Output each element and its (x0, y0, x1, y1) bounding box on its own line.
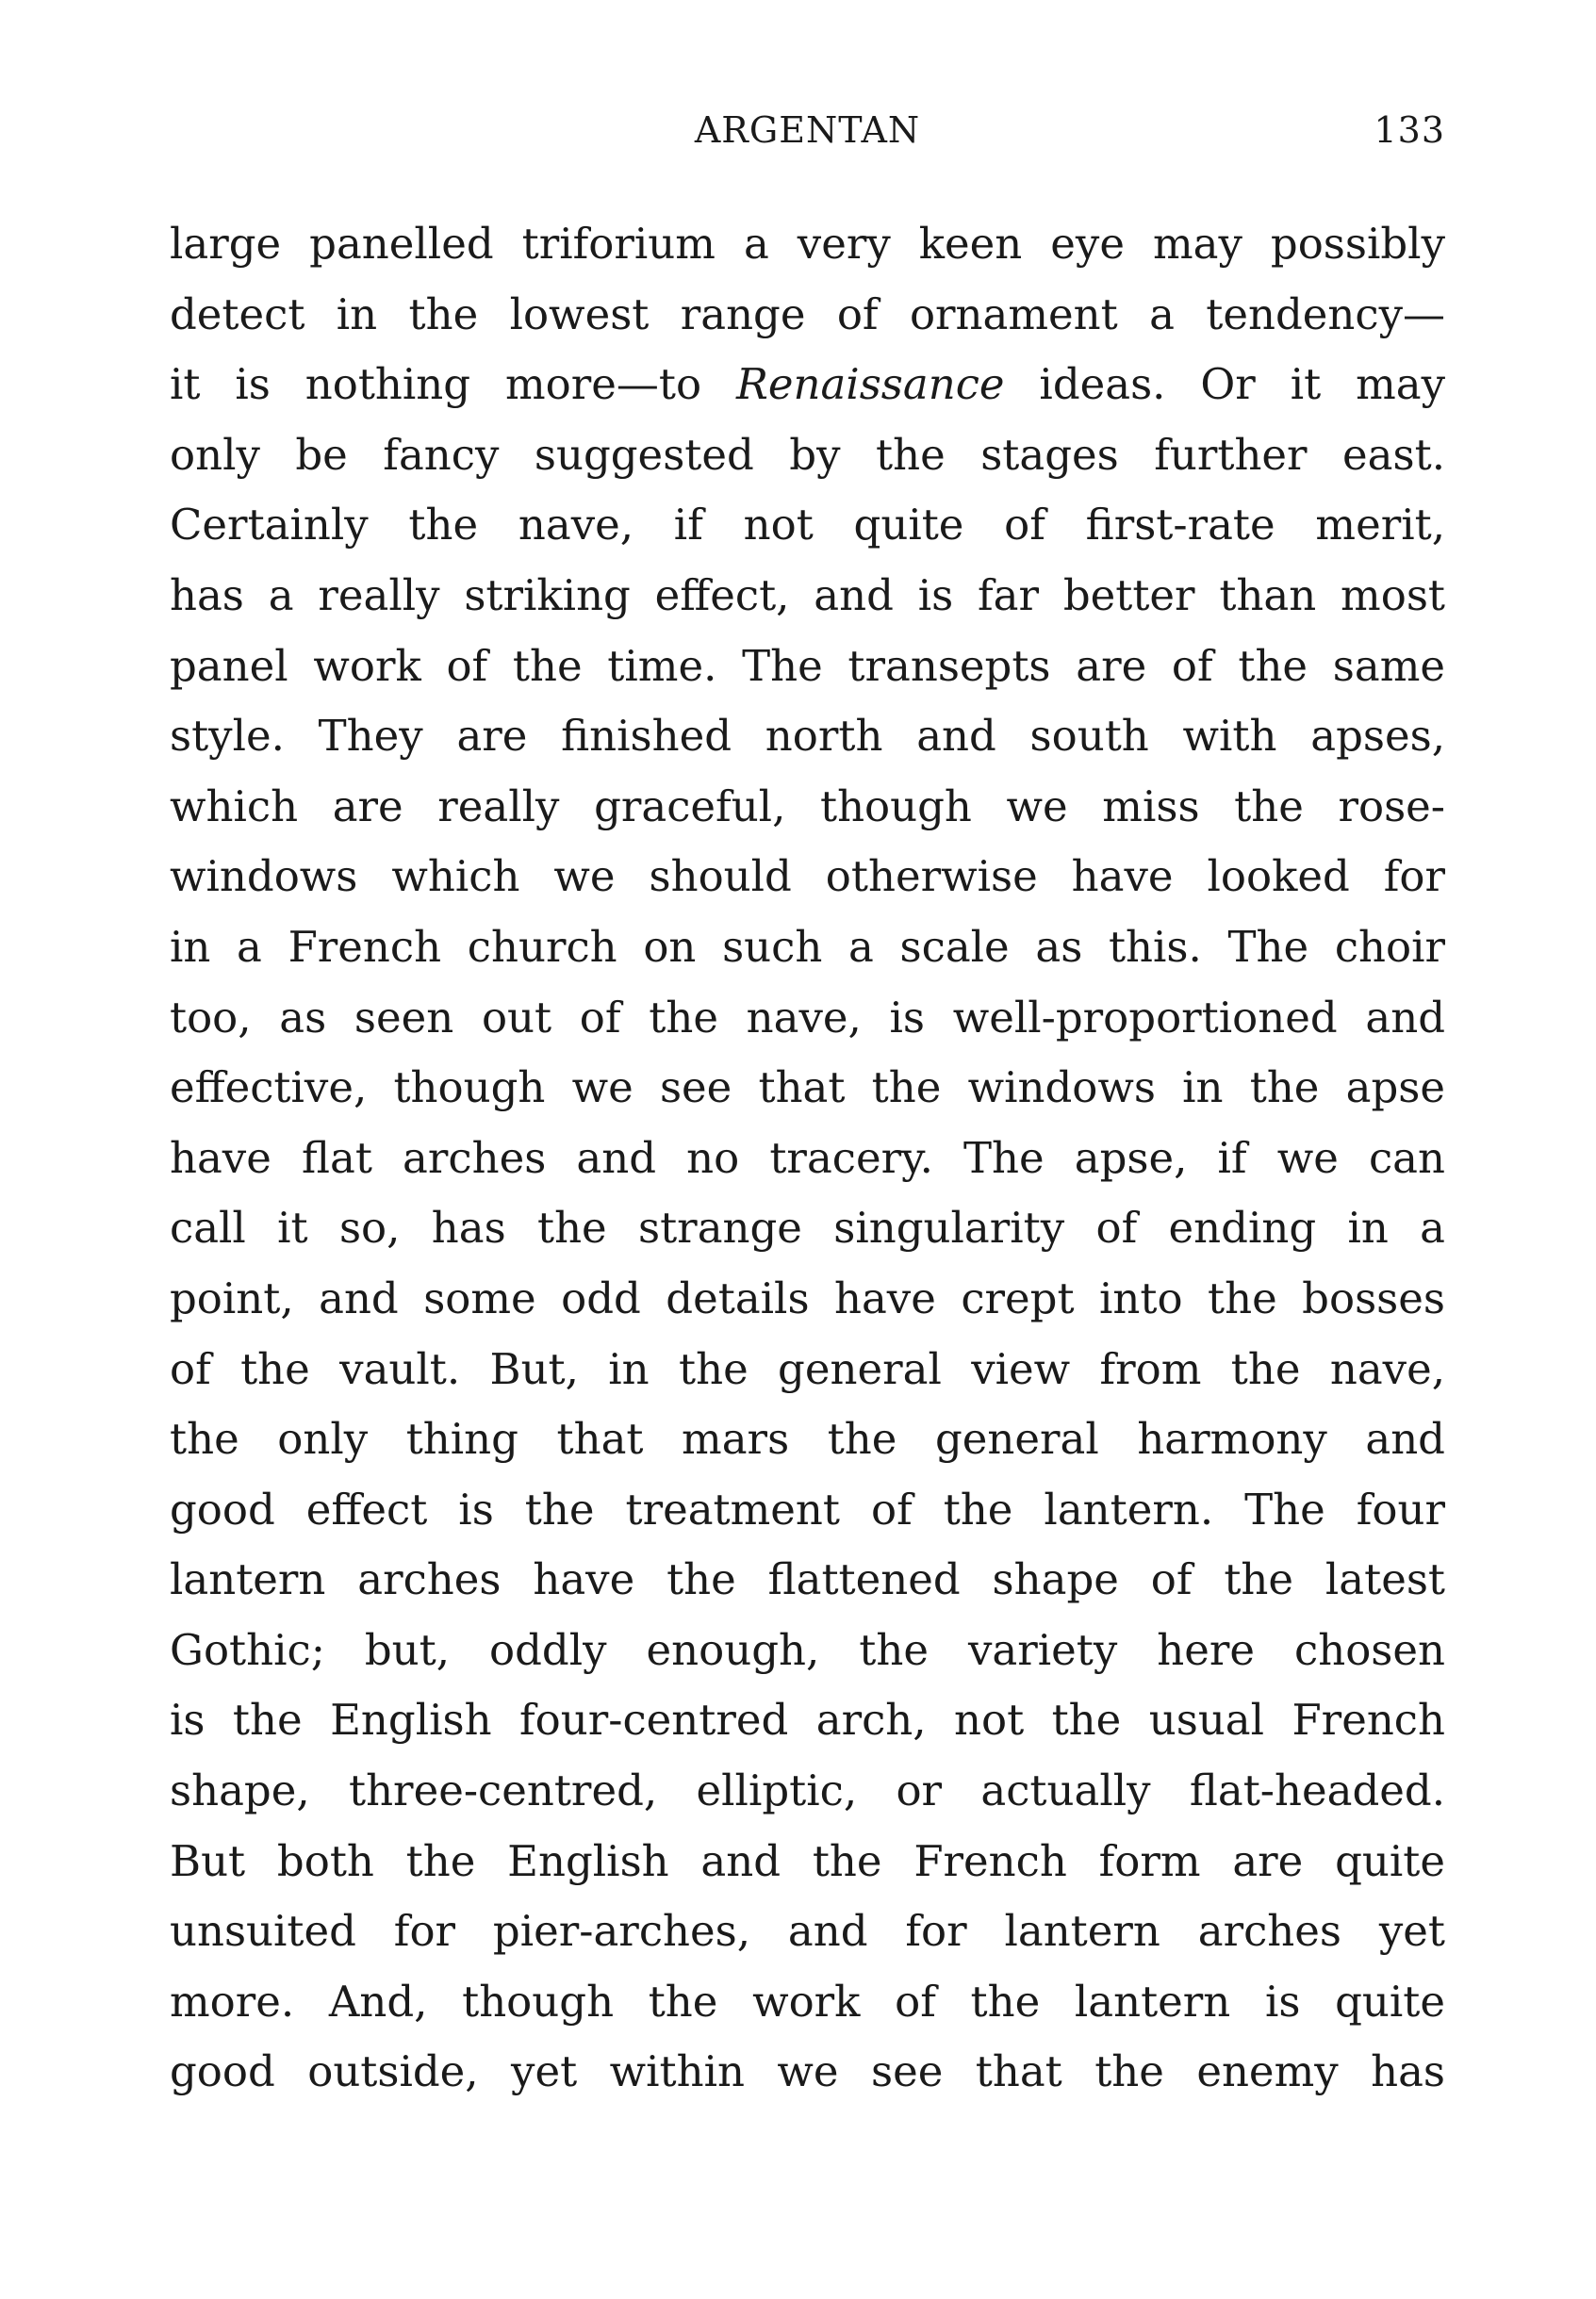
line-text: has a really striking effect, and is far better than most (170, 569, 1445, 620)
line-text: shape, three-centred, elliptic, or actually flat-headed. (170, 1765, 1445, 1816)
text-line (170, 842, 1445, 912)
text-line (170, 1053, 1445, 1124)
text-line (170, 701, 1445, 772)
line-text: point, and some odd details have crept into the bosses (170, 1273, 1445, 1323)
line-text: unsuited for pier-arches, and for lantern arches yet (170, 1906, 1445, 1957)
text-line (170, 490, 1445, 561)
line-text: too, as seen out of the nave, is well-proportioned and (170, 992, 1445, 1043)
text-line (170, 1756, 1445, 1827)
line-text: Gothic; but, oddly enough, the variety here chosen (170, 1624, 1445, 1675)
line-text: in a French church on such a scale as this. The choir (170, 921, 1445, 972)
line-text: good outside, yet within we see that the enemy has (170, 2046, 1445, 2097)
text-line (170, 632, 1445, 702)
text-line (170, 2037, 1445, 2108)
line-text: large panelled triforium a very keen eye may possibly (170, 219, 1445, 269)
line-text: But both the English and the French form are quite (170, 1835, 1445, 1886)
text-line (170, 1264, 1445, 1335)
line-text: panel work of the time. The transepts are of the same (170, 640, 1445, 691)
text-line (170, 1193, 1445, 1264)
running-header (170, 109, 1445, 166)
line-text: of the vault. But, in the general view from the nave, (170, 1343, 1445, 1394)
text-line (170, 1124, 1445, 1194)
text-line (170, 350, 1445, 420)
text-line (170, 1475, 1445, 1546)
line-text: more. And, though the work of the lantern is quite (170, 1976, 1445, 2027)
text-line (170, 561, 1445, 632)
text-line (170, 1404, 1445, 1475)
line-text: windows which we should otherwise have looked for (170, 851, 1445, 902)
line-text: have flat arches and no tracery. The apse, if we can (170, 1132, 1445, 1183)
line-text: style. They are finished north and south with apses, (170, 711, 1445, 762)
text-line (170, 983, 1445, 1054)
text-line (170, 1685, 1445, 1756)
text-line (170, 1827, 1445, 1897)
text-line (170, 420, 1445, 491)
text-line (170, 912, 1445, 983)
text-line (170, 772, 1445, 843)
line-text: call it so, has the strange singularity of ending in a (170, 1203, 1445, 1254)
body-text (170, 209, 1445, 2108)
text-line (170, 1897, 1445, 1967)
text-line (170, 1967, 1445, 2038)
line-text: which are really graceful, though we miss the rose- (170, 780, 1445, 831)
text-line (170, 1616, 1445, 1686)
line-text: it is nothing more—to (170, 359, 736, 410)
line-text: good effect is the treatment of the lantern. The four (170, 1484, 1445, 1535)
line-text: is the English four-centred arch, not the usual French (170, 1695, 1445, 1746)
running-title: ARGENTAN (694, 109, 921, 151)
line-text: lantern arches have the flattened shape of the latest (170, 1554, 1445, 1605)
text-line (170, 1545, 1445, 1616)
text-line (170, 1335, 1445, 1405)
line-text: detect in the lowest range of ornament a tendency— (170, 288, 1445, 339)
italic-word: Renaissance (735, 359, 1005, 410)
line-text: ideas. Or it may (1004, 359, 1445, 410)
text-line (170, 209, 1445, 280)
line-text: only be fancy suggested by the stages further east. (170, 429, 1445, 480)
line-text: effective, though we see that the windows in the apse (170, 1062, 1445, 1113)
line-text: Certainly the nave, if not quite of first-rate merit, (170, 500, 1445, 550)
page-number: 133 (1374, 109, 1445, 151)
line-text: the only thing that mars the general harmony and (170, 1414, 1445, 1465)
text-line (170, 280, 1445, 351)
